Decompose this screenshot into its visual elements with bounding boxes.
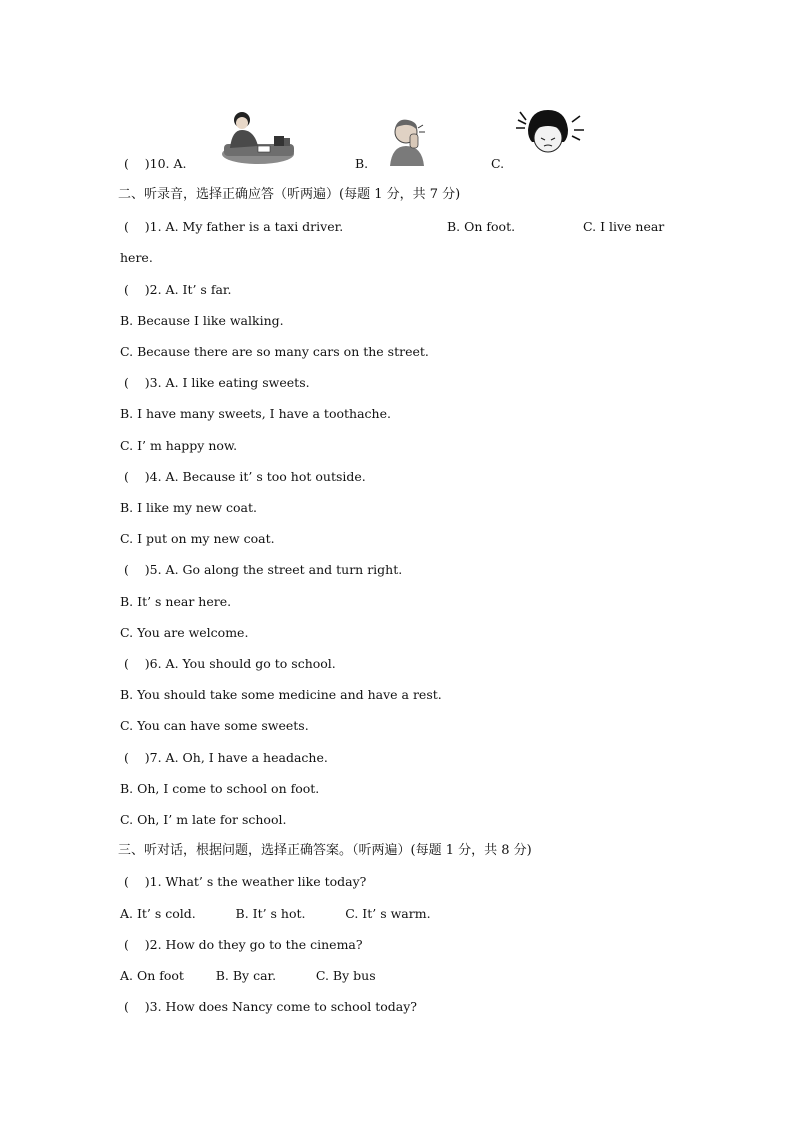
s2-q1-stem: ( )1. A. My father is a taxi driver. xyxy=(124,219,344,234)
s2-q1-option-b: B. On foot. xyxy=(447,219,516,234)
s3-q2-stem: ( )2. How do they go to the cinema? xyxy=(124,937,363,952)
s2-q3-option-b: B. I have many sweets, I have a toothache. xyxy=(120,406,391,421)
s2-q5-stem: ( )5. A. Go along the street and turn right. xyxy=(124,562,403,577)
girl-headache-picture xyxy=(514,108,586,168)
s2-q2-stem: ( )2. A. It’ s far. xyxy=(124,282,232,297)
s2-q3-stem: ( )3. A. I like eating sweets. xyxy=(124,375,310,390)
s2-q6-option-c: C. You can have some sweets. xyxy=(120,718,309,733)
s3-q2-options: A. On foot B. By car. C. By bus xyxy=(120,968,376,983)
boy-toothache-picture xyxy=(386,116,428,166)
s2-q5-option-c: C. You are welcome. xyxy=(120,625,249,640)
s2-q5-option-b: B. It’ s near here. xyxy=(120,594,232,609)
s2-q6-option-b: B. You should take some medicine and have a rest. xyxy=(120,687,442,702)
s2-q7-stem: ( )7. A. Oh, I have a headache. xyxy=(124,750,328,765)
s2-q2-option-b: B. Because I like walking. xyxy=(120,313,284,328)
s2-q7-option-c: C. Oh, I’ m late for school. xyxy=(120,812,287,827)
q10-option-b: B. xyxy=(355,156,369,171)
q10-option-c: C. xyxy=(491,156,505,171)
s3-q1-options: A. It’ s cold. B. It’ s hot. C. It’ s warm. xyxy=(120,906,431,921)
s2-q1-option-c: C. I live near xyxy=(583,219,665,234)
section3-heading: 三、听对话，根据问题，选择正确答案。（听两遍）(每题 1 分，共 8 分) xyxy=(118,843,532,858)
s3-q1-stem: ( )1. What’ s the weather like today? xyxy=(124,874,367,889)
s2-q1-option-c-continued: here. xyxy=(120,250,153,265)
s2-q3-option-c: C. I’ m happy now. xyxy=(120,438,238,453)
s2-q7-option-b: B. Oh, I come to school on foot. xyxy=(120,781,320,796)
s2-q4-stem: ( )4. A. Because it’ s too hot outside. xyxy=(124,469,366,484)
s2-q4-option-b: B. I like my new coat. xyxy=(120,500,257,515)
section2-heading: 二、听录音，选择正确应答（听两遍）(每题 1 分，共 7 分) xyxy=(118,187,461,202)
s2-q4-option-c: C. I put on my new coat. xyxy=(120,531,275,546)
s2-q6-stem: ( )6. A. You should go to school. xyxy=(124,656,336,671)
man-at-desk-picture xyxy=(218,108,300,166)
s3-q3-stem: ( )3. How does Nancy come to school today? xyxy=(124,999,417,1014)
q10-stem: ( )10. A. xyxy=(124,156,187,171)
s2-q2-option-c: C. Because there are so many cars on the street. xyxy=(120,344,429,359)
